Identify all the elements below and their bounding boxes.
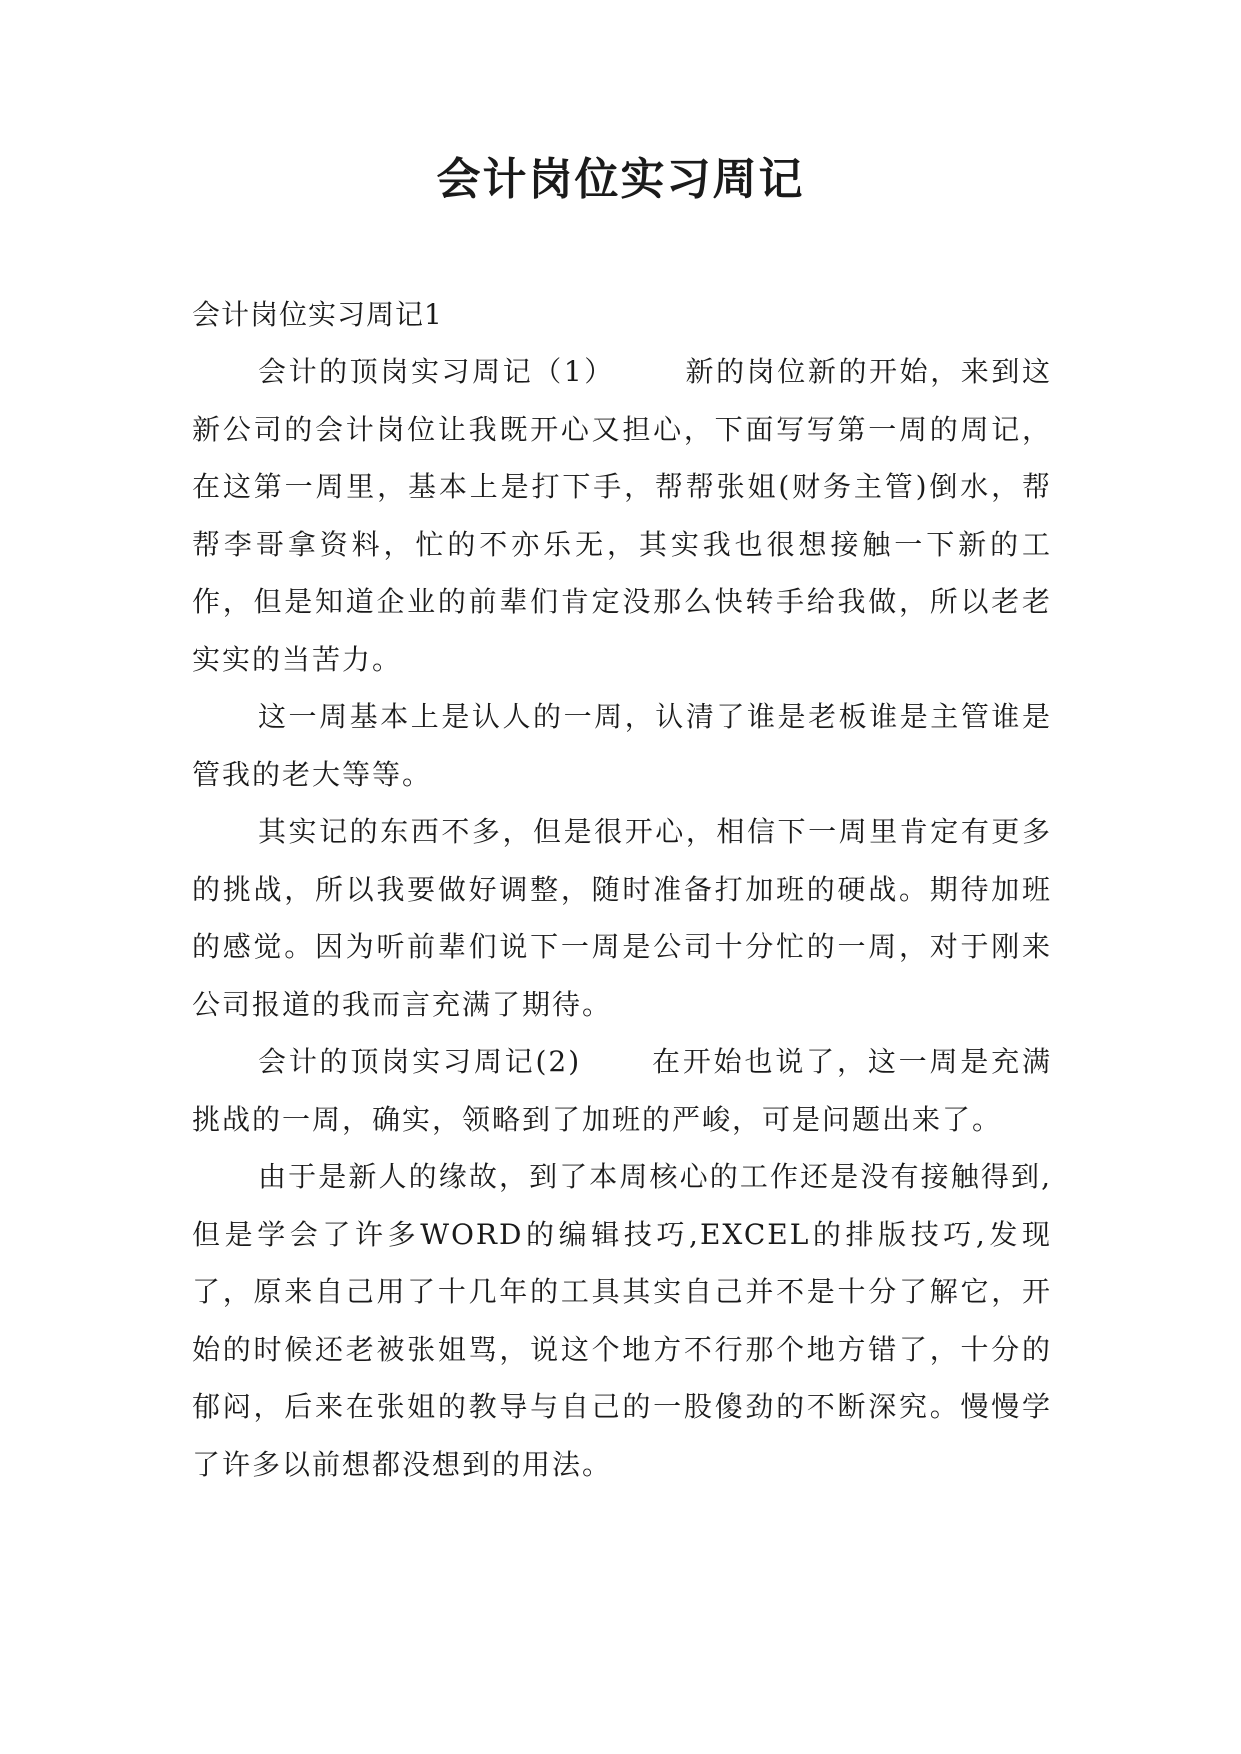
paragraph-1: [192, 343, 1052, 688]
paragraph-3: [192, 803, 1052, 1033]
paragraph-text: 这一周基本上是认人的一周，认清了谁是老板谁是主管谁是管我的老大等等。: [192, 700, 1052, 791]
document-title: 会计岗位实习周记: [436, 154, 805, 205]
paragraph-4: [192, 1033, 1052, 1148]
paragraph-text: 其实记的东西不多，但是很开心，相信下一周里肯定有更多的挑战，所以我要做好调整，随时准备打加班的硬战。期待加班的感觉。因为听前辈们说下一周是公司十分忙的一周，对于刚来公司报道的我而言充满了期待。: [192, 815, 1052, 1021]
paragraph-2: [192, 688, 1052, 803]
paragraph-lead: 会计的顶岗实习周记（1）: [258, 355, 615, 388]
paragraph-text: 由于是新人的缘故，到了本周核心的工作还是没有接触得到,但是学会了许多WORD的编辑技巧,EXCEL的排版技巧,发现了，原来自己用了十几年的工具其实自己并不是十分了解它，开始的时候还老被张姐骂，说这个地方不行那个地方错了，十分的郁闷，后来在张姐的教导与自己的一股傻劲的不断深究。慢慢学了许多以前想都没想到的用法。: [192, 1160, 1052, 1481]
paragraph-lead: 会计的顶岗实习周记(2): [258, 1045, 582, 1078]
paragraph-text: 在开始也说了，这一周是充满挑战的一周，确实，领略到了加班的严峻，可是问题出来了。: [192, 1045, 1052, 1136]
paragraph-text: 新的岗位新的开始，来到这新公司的会计岗位让我既开心又担心，下面写写第一周的周记，在这第一周里，基本上是打下手，帮帮张姐(财务主管)倒水，帮帮李哥拿资料，忙的不亦乐无，其实我也很想接触一下新的工作，但是知道企业的前辈们肯定没那么快转手给我做，所以老老实实的当苦力。: [192, 355, 1052, 676]
document-body: [192, 286, 1052, 1493]
paragraph-5: [192, 1148, 1052, 1493]
section-heading: 会计岗位实习周记1: [192, 298, 443, 331]
